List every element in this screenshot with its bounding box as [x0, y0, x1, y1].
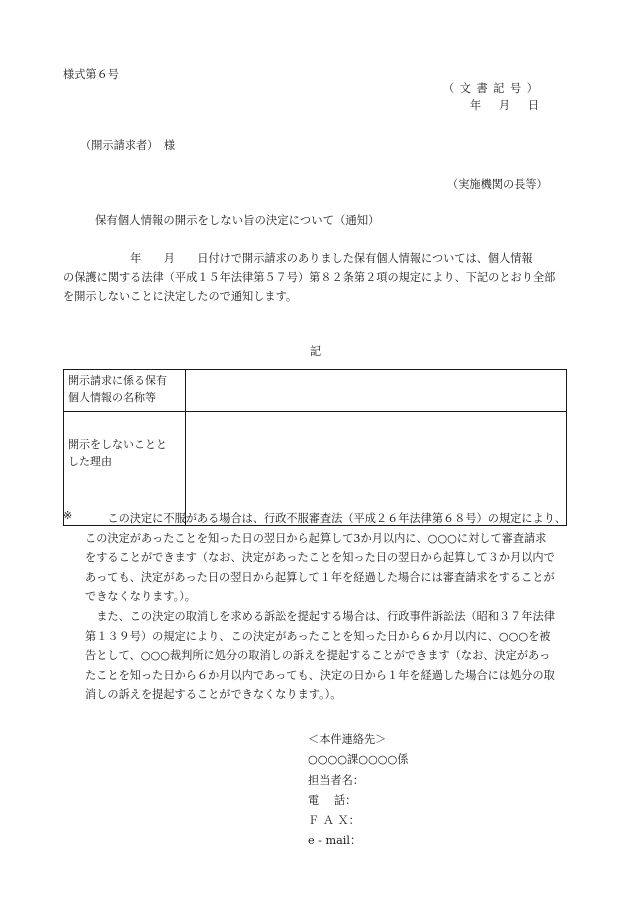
body-line: の保護に関する法律（平成１５年法律第５７号）第８２条第２項の規定により、下記のとおり全部	[63, 271, 556, 284]
agency-head: （実施機関の長等）	[447, 178, 548, 191]
document-date: 年 月 日	[470, 99, 541, 112]
decision-table	[63, 369, 567, 526]
ki-heading: 記	[310, 345, 322, 358]
body-line: を開示しないことに決定したので通知します。	[63, 290, 298, 303]
notice-line: 第１３９号）の規定により、この決定があったことを知った日から６か月以内に、○○○を被	[85, 629, 551, 643]
notice-line: 消しの訴えを提起することができなくなります。）。	[85, 688, 342, 702]
label-line: 開示請求に係る保有	[68, 374, 167, 387]
label-line: 個人情報の名称等	[68, 391, 156, 404]
contact-phone: 電 話：	[308, 793, 357, 807]
note-mark: ※	[63, 509, 73, 522]
contact-fax: Ｆ Ａ Ｘ：	[308, 814, 360, 828]
requester-addressee: （開示請求者） 様	[80, 139, 176, 152]
main-paragraph	[63, 249, 573, 306]
requested-info-value	[186, 370, 567, 412]
body-line: 年 月 日付けで開示請求のありました保有個人情報については、個人情報	[63, 252, 533, 265]
contact-heading: ＜本件連絡先＞	[308, 733, 387, 746]
notice-line: たことを知った日から６か月以内であっても、決定の日から１年を経過した場合には処分の取	[85, 668, 555, 682]
notice-line: あっても、決定があった日の翌日から起算して１年を経過した場合には審査請求をすることが	[85, 570, 555, 584]
notice-line: できなくなります。）。	[85, 590, 196, 604]
table-row	[64, 370, 567, 412]
notice-line: をすることができます（なお、決定があったことを知った日の翌日から起算して３か月以内で	[85, 551, 555, 565]
notice-line: この決定があったことを知った日の翌日から起算して3か月以内に、○○○に対して審査請求	[85, 531, 547, 545]
contact-block	[308, 730, 408, 852]
notice-line: この決定に不服がある場合は、行政不服審査法（平成２６年法律第６８号）の規定により、	[85, 512, 567, 525]
label-line: した理由	[68, 455, 112, 468]
document-number: （ 文 書 記 号 ）	[443, 82, 539, 95]
notice-line: 告として、○○○裁判所に処分の取消しの訴えを提起することができます（なお、決定があっ	[85, 649, 551, 663]
requested-info-label	[64, 370, 186, 412]
label-line: 開示をしないことと	[68, 438, 167, 451]
form-number: 様式第６号	[63, 68, 119, 81]
contact-department: ○○○○課○○○○係	[308, 753, 409, 767]
contact-person: 担当者名：	[308, 773, 364, 787]
notice-line: また、この決定の取消しを求める訴訟を提起する場合は、行政事件訴訟法（昭和３７年法律	[85, 609, 555, 623]
contact-email: e - mail：	[308, 834, 362, 848]
subject-title: 保有個人情報の開示をしない旨の決定について（通知）	[95, 213, 380, 227]
